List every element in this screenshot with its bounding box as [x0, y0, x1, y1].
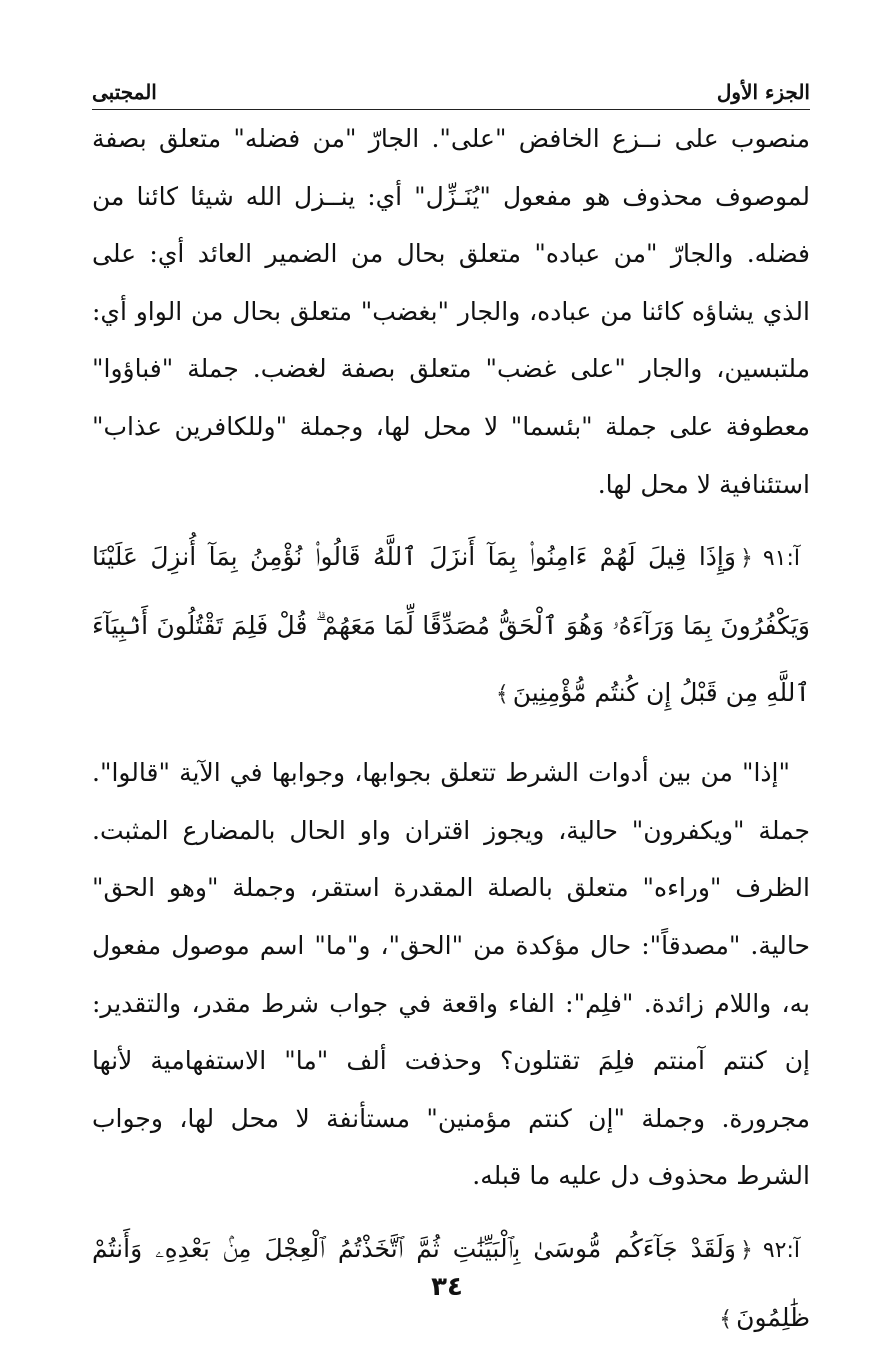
- header-book-title: المجتبى: [92, 80, 157, 104]
- commentary-paragraph-1: [92, 110, 810, 513]
- spacer: [92, 728, 810, 744]
- header-part-title: الجزء الأول: [716, 80, 810, 104]
- paragraph-2-text: "إذا" من بين أدوات الشرط تتعلق بجوابها، وجوابها في الآية "قالوا". جملة "ويكفرون" حالية، ويجوز اقتران واو الحال بالمضارع المثبت. الظرف "وراءه" متعلق بالصلة المقدرة استقر، وجملة "وهو الحق" حالية. "مصدقاً": حال مؤكدة من "الحق"، و"ما" اسم موصول مفعول به، واللام زائدة. "فلِم": الفاء واقعة في جواب شرط مقدر، والتقدير: إن كنتم آمنتم فلِمَ تقتلون؟ وحذفت ألف "ما" الاستفهامية لأنها مجرورة. وجملة "إن كنتم مؤمنين" مستأنفة لا محل لها، وجواب الشرط محذوف دل عليه ما قبله.: [92, 758, 810, 1191]
- page-body: [92, 110, 810, 1353]
- verse-92-reference: آ:٩٢: [762, 1237, 800, 1263]
- verse-91-text: وَإِذَا قِيلَ لَهُمْ ءَامِنُوا۟ بِمَآ أَنزَلَ ٱللَّهُ قَالُوا۟ نُؤْمِنُ بِمَآ أُنزِلَ عَلَيْنَا وَيَكْفُرُونَ بِمَا وَرَآءَهُۥ وَهُوَ ٱلْحَقُّ مُصَدِّقًا لِّمَا مَعَهُمْ ۗ قُلْ فَلِمَ تَقْتُلُونَ أَنۢبِيَآءَ ٱللَّهِ مِن قَبْلُ إِن كُنتُم مُّؤْمِنِينَ: [92, 542, 810, 708]
- spacer: [92, 1205, 810, 1215]
- paragraph-1-text: منصوب على نــزع الخافض "على". الجارّ "من فضله" متعلق بصفة لموصوف محذوف هو مفعول "يُنَـزِّل" أي: ينــزل الله شيئا كائنا من فضله. والجارّ "من عباده" متعلق بحال من الضمير العائد أي: على الذي يشاؤه كائنا من عباده، والجار "بغضب" متعلق بحال من الواو أي: ملتبسين، والجار "على غضب" متعلق بصفة لغضب. جملة "فباؤوا" معطوفة على جملة "بئسما" لا محل لها، وجملة "وللكافرين عذاب" استئنافية لا محل لها.: [92, 124, 810, 499]
- ornate-bracket-open-icon: ﴿: [739, 1237, 753, 1263]
- commentary-paragraph-2: [92, 744, 810, 1205]
- running-header: [92, 78, 810, 106]
- verse-92-text: وَلَقَدْ جَآءَكُم مُّوسَىٰ بِٱلْبَيِّنَٰتِ ثُمَّ ٱتَّخَذْتُمُ ٱلْعِجْلَ مِنۢ بَعْدِهِۦ وَأَنتُمْ ظَٰلِمُونَ: [92, 1233, 810, 1332]
- ornate-bracket-close-icon: ﴾: [719, 1306, 733, 1332]
- quran-verse-91: [92, 523, 810, 728]
- ornate-bracket-close-icon: ﴾: [495, 682, 509, 708]
- page-number: ٣٤: [431, 1272, 463, 1302]
- verse-91-reference: آ:٩١: [762, 546, 800, 572]
- spacer: [92, 513, 810, 523]
- ornate-bracket-open-icon: ﴿: [739, 546, 753, 572]
